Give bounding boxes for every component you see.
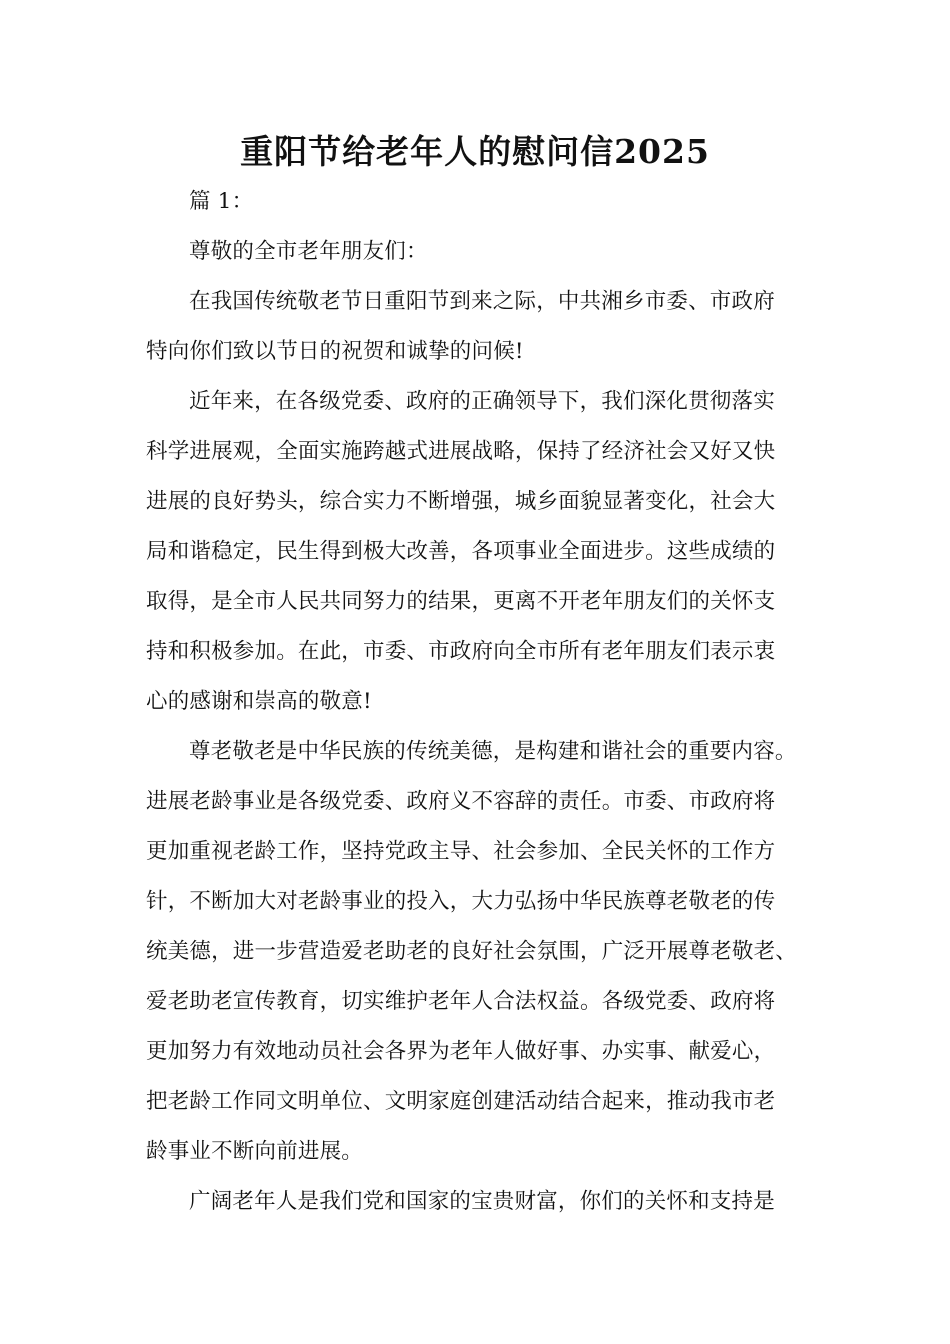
body-line: 取得，是全市人民共同努力的结果，更离不开老年朋友们的关怀支 [146,589,776,614]
document-title: 重阳节给老年人的慰问信2025 [240,132,710,171]
body-line: 尊老敬老是中华民族的传统美德，是构建和谐社会的重要内容。 [189,739,797,764]
body-line: 更加努力有效地动员社会各界为老年人做好事、办实事、献爱心， [146,1039,776,1064]
body-line: 统美德，进一步营造爱老助老的良好社会氛围，广泛开展尊老敬老、 [146,939,798,964]
body-line: 龄事业不断向前进展。 [146,1139,364,1164]
body-line: 近年来，在各级党委、政府的正确领导下，我们深化贯彻落实 [189,389,775,414]
body-line: 进展老龄事业是各级党委、政府义不容辞的责任。市委、市政府将 [146,789,776,814]
body-line: 更加重视老龄工作，坚持党政主导、社会参加、全民关怀的工作方 [146,839,776,864]
body-line: 把老龄工作同文明单位、文明家庭创建活动结合起来，推动我市老 [146,1089,776,1114]
body-line: 爱老助老宣传教育，切实维护老年人合法权益。各级党委、政府将 [146,989,776,1014]
body-line: 特向你们致以节日的祝贺和诚挚的问候! [146,339,524,364]
body-line: 广阔老年人是我们党和国家的宝贵财富，你们的关怀和支持是 [189,1189,775,1214]
body-line: 心的感谢和崇高的敬意! [146,689,372,714]
body-line: 持和积极参加。在此，市委、市政府向全市所有老年朋友们表示衷 [146,639,776,664]
section-label: 篇 1： [189,189,254,214]
body-line: 局和谐稳定，民生得到极大改善，各项事业全面进步。这些成绩的 [146,539,776,564]
salutation: 尊敬的全市老年朋友们： [189,239,428,264]
body-line: 进展的良好势头，综合实力不断增强，城乡面貌显著变化，社会大 [146,489,776,514]
body-line: 在我国传统敬老节日重阳节到来之际，中共湘乡市委、市政府 [189,289,775,314]
body-line: 科学进展观，全面实施跨越式进展战略，保持了经济社会又好又快 [146,439,776,464]
body-line: 针，不断加大对老龄事业的投入，大力弘扬中华民族尊老敬老的传 [146,889,776,914]
